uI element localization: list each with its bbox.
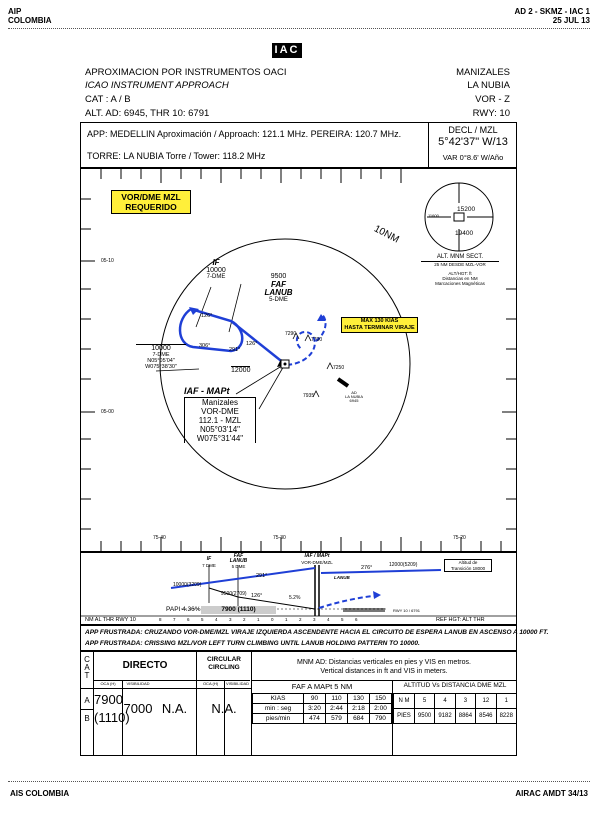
scale-tick-label: 8 xyxy=(159,617,162,622)
scale-tick-label: 4 xyxy=(215,617,218,622)
title-left-1: APROXIMACION POR INSTRUMENTOS OACI xyxy=(85,67,287,78)
dme-cell: 9182 xyxy=(435,709,455,724)
profile-outbound-track xyxy=(321,570,441,573)
title-right-2: LA NUBIA xyxy=(467,80,510,91)
cat-a: A xyxy=(84,663,90,672)
ad-label-3: 6945 xyxy=(349,398,359,403)
profile-iaf-sub: VOR-DME/MZL xyxy=(301,560,333,565)
timing-cell: 790 xyxy=(370,714,392,724)
profile-papi: PAPI 4.36% xyxy=(166,606,201,613)
oca-7900: 7900 xyxy=(94,692,123,707)
timing-row xyxy=(253,714,392,724)
dme-row xyxy=(394,694,517,709)
if-label: IF xyxy=(212,258,220,267)
scale-tick-label: 6 xyxy=(355,617,358,622)
minima-note-en: Vertical distances in ft and VIS in meters. xyxy=(320,668,448,675)
minima-box xyxy=(80,651,517,756)
decl-label: DECL / MZL xyxy=(448,125,498,135)
msa-caption-1: ALT. MNM SECT. xyxy=(421,254,499,262)
cat-label xyxy=(81,656,93,680)
scale-tick-label: 7 xyxy=(173,617,176,622)
timing-cell: min : seg xyxy=(253,704,304,714)
ad-label-1: AD xyxy=(351,390,357,395)
timing-cell: 579 xyxy=(326,714,348,724)
vis-header-1: VISIBILIDAD xyxy=(126,681,150,686)
profile-iaf: IAF / MAPt xyxy=(304,553,330,559)
units-note-3: Marcaciones Magnéticas xyxy=(435,281,485,286)
hold-dme: 7-DME xyxy=(152,352,170,358)
profile-distance-scale xyxy=(159,616,419,624)
lon-label-3: 75-20 xyxy=(453,535,466,541)
decl-value: 5°42'37" W/13 xyxy=(438,136,508,148)
if-dme: 7-DME xyxy=(206,274,226,280)
lon-label-2: 75-30 xyxy=(273,535,286,541)
timing-table xyxy=(252,693,392,724)
iaf-line-4: N05°03'14" xyxy=(199,425,241,434)
dme-cell: PIES xyxy=(394,709,415,724)
iaf-line-1: Manizales xyxy=(201,398,238,407)
obstacle-7250: 7250 xyxy=(333,365,345,371)
faf-label: FAF xyxy=(270,280,287,289)
faf-alt: 9500 xyxy=(270,273,287,280)
lon-label-1: 75-40 xyxy=(153,535,166,541)
scale-tick-label: 0 xyxy=(271,617,274,622)
scale-tick-label: 1 xyxy=(257,617,260,622)
hold-lat: N05°05'04" xyxy=(147,358,175,364)
timing-cell: pies/min xyxy=(253,714,304,724)
iaf-line-2: VOR-DME xyxy=(201,407,239,416)
obstacle-7935: 7935 xyxy=(303,393,315,399)
circling-na-2: N.A. xyxy=(211,701,237,716)
profile-if-dme: 7 DME xyxy=(202,563,216,568)
ad-label-2: LA NUBIA xyxy=(344,394,363,399)
faf-dme: 5-DME xyxy=(269,297,288,303)
timing-cell: KIAS xyxy=(253,694,304,704)
circling-na-1: N.A. xyxy=(161,701,188,716)
title-right-1: MANIZALES xyxy=(456,67,510,78)
oca-header-2: OCA (H) xyxy=(202,681,219,686)
profile-lanub: LANUB xyxy=(334,575,350,580)
transition-alt-box xyxy=(444,559,492,572)
dme-cell: 4 xyxy=(435,694,455,709)
scale-tick-label: 2 xyxy=(299,617,302,622)
comms-box xyxy=(80,122,517,168)
msa-value-north: 15200 xyxy=(457,206,476,213)
timing-cell: 150 xyxy=(370,694,392,704)
speed-restriction-box xyxy=(341,317,418,333)
scale-tick-label: 1 xyxy=(285,617,288,622)
vor-required-line2: REQUERIDO xyxy=(125,202,177,212)
minima-note-es: MNM AD: Distancias verticales en pies y VIS en metros. xyxy=(297,659,471,666)
dme-cell: 9500 xyxy=(414,709,434,724)
missed-es: APP FRUSTRADA: CRUZANDO VOR-DME/MZL VIRAJE IZQUIERDA ASCENDENTE HACIA EL CIRCUITO DE ESPERA LANUB EN ASCENSO A 10000 FT. xyxy=(85,629,549,636)
transition-alt-2: Transición 18000 xyxy=(450,565,486,571)
aerodrome-label xyxy=(339,391,369,403)
profile-slope: 5.2% xyxy=(289,595,301,601)
vor-required-box xyxy=(111,190,191,214)
profile-ref-hgt: REF HGT: ALT THR xyxy=(436,617,485,623)
course-126-a: 126° xyxy=(201,313,213,319)
header-doc-id: AD 2 - SKMZ - IAC 1 xyxy=(514,7,590,16)
lat-label-1: 05-10 xyxy=(101,258,114,264)
timing-row xyxy=(253,694,392,704)
scale-tick-label: 4 xyxy=(327,617,330,622)
msa-value-south: 19400 xyxy=(455,230,474,237)
header-country: COLOMBIA xyxy=(8,16,52,25)
hold-alt: 10000 xyxy=(136,344,186,352)
timing-cell: 2:18 xyxy=(348,704,370,714)
circling-en: CIRCLING xyxy=(208,664,240,671)
scale-tick-label: 3 xyxy=(313,617,316,622)
profile-faf: FAF xyxy=(233,553,244,559)
timing-row xyxy=(253,704,392,714)
dme-cell: 12 xyxy=(476,694,496,709)
title-left-4: ALT. AD: 6945, THR 10: 6791 xyxy=(85,108,210,119)
scale-tick-label: 5 xyxy=(341,617,344,622)
iaf-line-3: 112.1 - MZL xyxy=(198,416,242,425)
scale-tick-label: 2 xyxy=(243,617,246,622)
units-note xyxy=(421,271,499,286)
row-a: A xyxy=(84,696,90,705)
profile-course-291: 291° xyxy=(256,573,268,579)
lat-label-2: 05-00 xyxy=(101,409,114,415)
timing-cell: 130 xyxy=(348,694,370,704)
dme-cell: N M xyxy=(394,694,415,709)
timing-cell: 110 xyxy=(326,694,348,704)
timing-cell: 2:00 xyxy=(370,704,392,714)
dme-cell: 3 xyxy=(455,694,475,709)
footer-left: AIS COLOMBIA xyxy=(10,789,70,798)
ten-nm-label: 10NM xyxy=(371,223,401,246)
iaf-label: IAF - MAPt xyxy=(184,386,230,396)
final-track xyxy=(231,321,285,364)
obstacle-7290: 7290 xyxy=(285,331,297,337)
profile-faf-name: LANUB xyxy=(229,558,248,564)
obstacle-7700: 7700 xyxy=(311,337,323,343)
header-divider xyxy=(8,28,590,29)
profile-view xyxy=(80,552,517,625)
iac-label: IAC xyxy=(272,43,302,58)
comms-tower: TORRE: LA NUBIA Torre / Tower: 118.2 MHz xyxy=(87,151,266,161)
row-b: B xyxy=(84,714,90,723)
msa-value-west: 11600 xyxy=(428,213,439,218)
directo-label: DIRECTO xyxy=(122,660,168,671)
runway xyxy=(338,379,348,386)
title-right-3: VOR - Z xyxy=(475,94,510,105)
scale-tick-label: 5 xyxy=(201,617,204,622)
course-291: 291° xyxy=(229,347,241,353)
units-note-1: ALT/HGT: ft xyxy=(448,271,472,276)
scale-tick-label: 3 xyxy=(229,617,232,622)
dme-cell: 8864 xyxy=(455,709,475,724)
faf-name: LANUB xyxy=(264,288,293,297)
title-left-2: ICAO INSTRUMENT APPROACH xyxy=(85,80,229,91)
units-note-2: Distancias en NM xyxy=(442,276,478,281)
speed-restriction-line1: MAX 130 KIAS xyxy=(360,318,399,324)
dme-cell: 8228 xyxy=(496,709,516,724)
dme-row xyxy=(394,709,517,724)
transition-alt-1: Altitud de xyxy=(458,560,478,565)
header-aip: AIP xyxy=(8,7,22,16)
missed-en: APP FRUSTRADA: CRISSING MZL/VOR LEFT TURN CLIMBING UNTIL LANUB HOLDING PATTERN TO 10000. xyxy=(85,640,420,647)
profile-course-126: 126° xyxy=(251,593,263,599)
profile-alt-9500: 9500(2709) xyxy=(221,591,247,597)
footer-right: AIRAC AMDT 34/13 xyxy=(515,789,588,798)
dme-table-title: ALTITUD Vs DISTANCIA DME MZL xyxy=(403,682,507,689)
vis-7000: 7000 xyxy=(123,701,153,716)
timing-title: FAF A MAPt 5 NM xyxy=(291,682,353,691)
if-alt: 10000 xyxy=(206,267,226,274)
profile-if: IF xyxy=(206,556,212,562)
dme-table xyxy=(393,693,517,724)
alt-12000: 12000 xyxy=(231,367,251,374)
oca-header-1: OCA (H) xyxy=(100,681,116,686)
course-306: 306° xyxy=(199,343,211,349)
iaf-info-box xyxy=(184,397,256,443)
vor-required-line1: VOR/DME MZL xyxy=(121,192,181,202)
minima-note xyxy=(253,658,515,676)
profile-mda: 7900 (1110) xyxy=(201,606,276,614)
cat-t: T xyxy=(84,671,90,680)
comms-app: APP: MEDELLIN Aproximación / Approach: 121.1 MHz. PEREIRA: 120.7 MHz. xyxy=(87,129,402,139)
profile-alt-12000: 12000(5209) xyxy=(389,562,418,568)
profile-alt-10000: 10000(3209) xyxy=(173,582,202,588)
cat-c: C xyxy=(84,655,90,664)
timing-cell: 684 xyxy=(348,714,370,724)
title-left-3: CAT : A / B xyxy=(85,94,131,105)
hold-lon: W075°38'30" xyxy=(145,364,177,370)
vis-header-2: VISIBILIDAD xyxy=(225,681,250,686)
dme-cell: 8546 xyxy=(476,709,496,724)
oca-1110: (1110) xyxy=(94,710,130,725)
timing-cell: 2:44 xyxy=(326,704,348,714)
timing-cell: 90 xyxy=(304,694,326,704)
timing-cell: 3:20 xyxy=(304,704,326,714)
msa-caption-2: 25 NM DESDE MZL-VOR xyxy=(434,262,486,267)
timing-cell: 474 xyxy=(304,714,326,724)
profile-nm-label: NM AL THR RWY 10 xyxy=(85,617,136,623)
profile-rwy: RWY 10 / 6791 xyxy=(393,608,420,613)
decl-var: VAR 0°8.6' W/Año xyxy=(442,153,504,162)
footer-divider xyxy=(8,781,590,782)
dme-cell: 1 xyxy=(496,694,516,709)
circling-label xyxy=(197,656,251,672)
profile-course-276: 276° xyxy=(361,565,373,571)
speed-restriction-line2: HASTA TERMINAR VIRAJE xyxy=(344,325,415,331)
profile-missed-track xyxy=(319,595,381,608)
scale-tick-label: 6 xyxy=(187,617,190,622)
circling-es: CIRCULAR xyxy=(207,656,241,663)
iaf-line-5: W075°31'44" xyxy=(196,434,244,443)
course-126-b: 126° xyxy=(246,341,258,347)
dme-cell: 5 xyxy=(414,694,434,709)
profile-faf-dme: 5 DME xyxy=(231,564,246,569)
title-right-4: RWY: 10 xyxy=(472,108,510,119)
missed-approach-box xyxy=(80,625,549,651)
plan-view xyxy=(80,168,517,552)
header-date: 25 JUL 13 xyxy=(552,16,590,25)
